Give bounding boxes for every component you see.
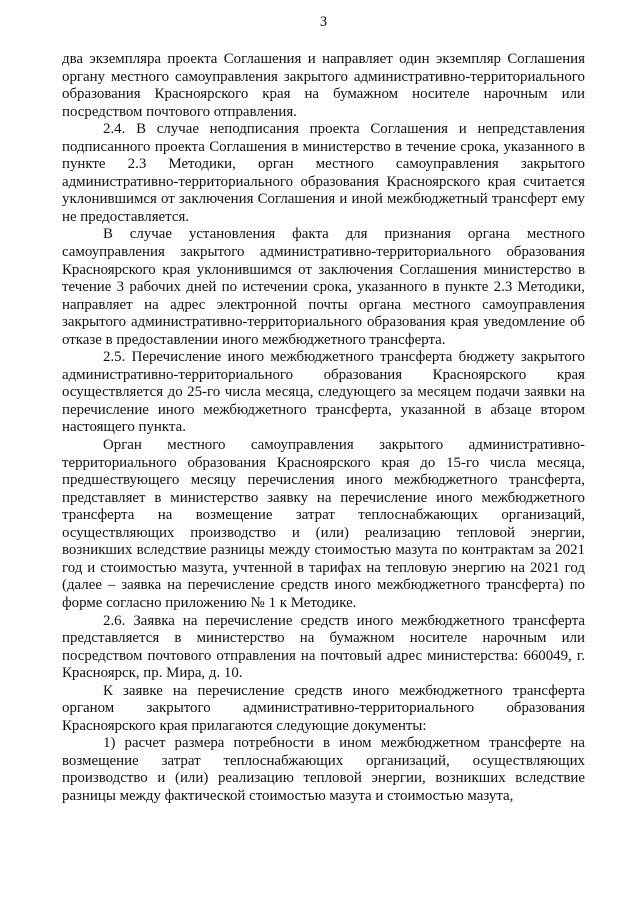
paragraph-2-4: 2.4. В случае неподписания проекта Соглашения и непредставления подписанного проекта Соглашения в министерство в течение срока, указанного в пункте 2.3 Методики, орган местного самоуправления закрытого административно-территориального образования Красноярского края считается уклонившимся от заключения Соглашения и иной межбюджетный трансферт ему не предоставляется. <box>62 121 585 225</box>
paragraph-attached-documents: К заявке на перечисление средств иного межбюджетного трансферта органом закрытого административно-территориального образования Красноярского края прилагаются следующие документы: <box>62 682 585 734</box>
paragraph-list-item-1: 1) расчет размера потребности в ином межбюджетном трансферте на возмещение затрат теплоснабжающих организаций, осуществляющих производство и (или) реализацию тепловой энергии, возникших вследствие разницы между фактической стоимостью мазута и стоимостью мазута, <box>62 735 585 804</box>
paragraph-evasion-notice: В случае установления факта для признания органа местного самоуправления закрытого административно-территориального образования Красноярского края уклонившимся от заключения Соглашения министерство в течение 3 рабочих дней по истечении срока, указанного в пункте 2.3 Методики, направляет на адрес электронной почты органа местного самоуправления закрытого административно-территориального образования края уведомление об отказе в предоставлении иного межбюджетного трансферта. <box>62 226 585 348</box>
paragraph-application-submission: Орган местного самоуправления закрытого административно-территориального образования Красноярского края до 15-го числа месяца, предшествующего месяцу перечисления иного межбюджетного трансферта, представляет в министерство заявку на перечисление иного межбюджетного трансферта на возмещение затрат теплоснабжающих организаций, осуществляющих производство и (или) реализацию тепловой энергии, возникших вследствие разницы между стоимостью мазута по контрактам за 2021 год и стоимостью мазута, учтенной в тарифах на тепловую энергию на 2021 год (далее – заявка на перечисление средств иного межбюджетного трансферта) по форме согласно приложению № 1 к Методике. <box>62 437 585 611</box>
paragraph-continuation: два экземпляра проекта Соглашения и направляет один экземпляр Соглашения органу местного самоуправления закрытого административно-территориального образования Красноярского края на бумажном носителе нарочным или посредством почтового отправления. <box>62 51 585 120</box>
paragraph-2-5: 2.5. Перечисление иного межбюджетного трансферта бюджету закрытого административно-территориального образования Красноярского края осуществляется до 25-го числа месяца, следующего за месяцем подачи заявки на перечисление иного межбюджетного трансферта, указанной в абзаце втором настоящего пункта. <box>62 349 585 436</box>
paragraph-2-6: 2.6. Заявка на перечисление средств иного межбюджетного трансферта представляется в министерство на бумажном носителе нарочным или посредством почтового отправления на почтовый адрес министерства: 660049, г. Красноярск, пр. Мира, д. 10. <box>62 612 585 682</box>
page-number: 3 <box>319 14 328 30</box>
